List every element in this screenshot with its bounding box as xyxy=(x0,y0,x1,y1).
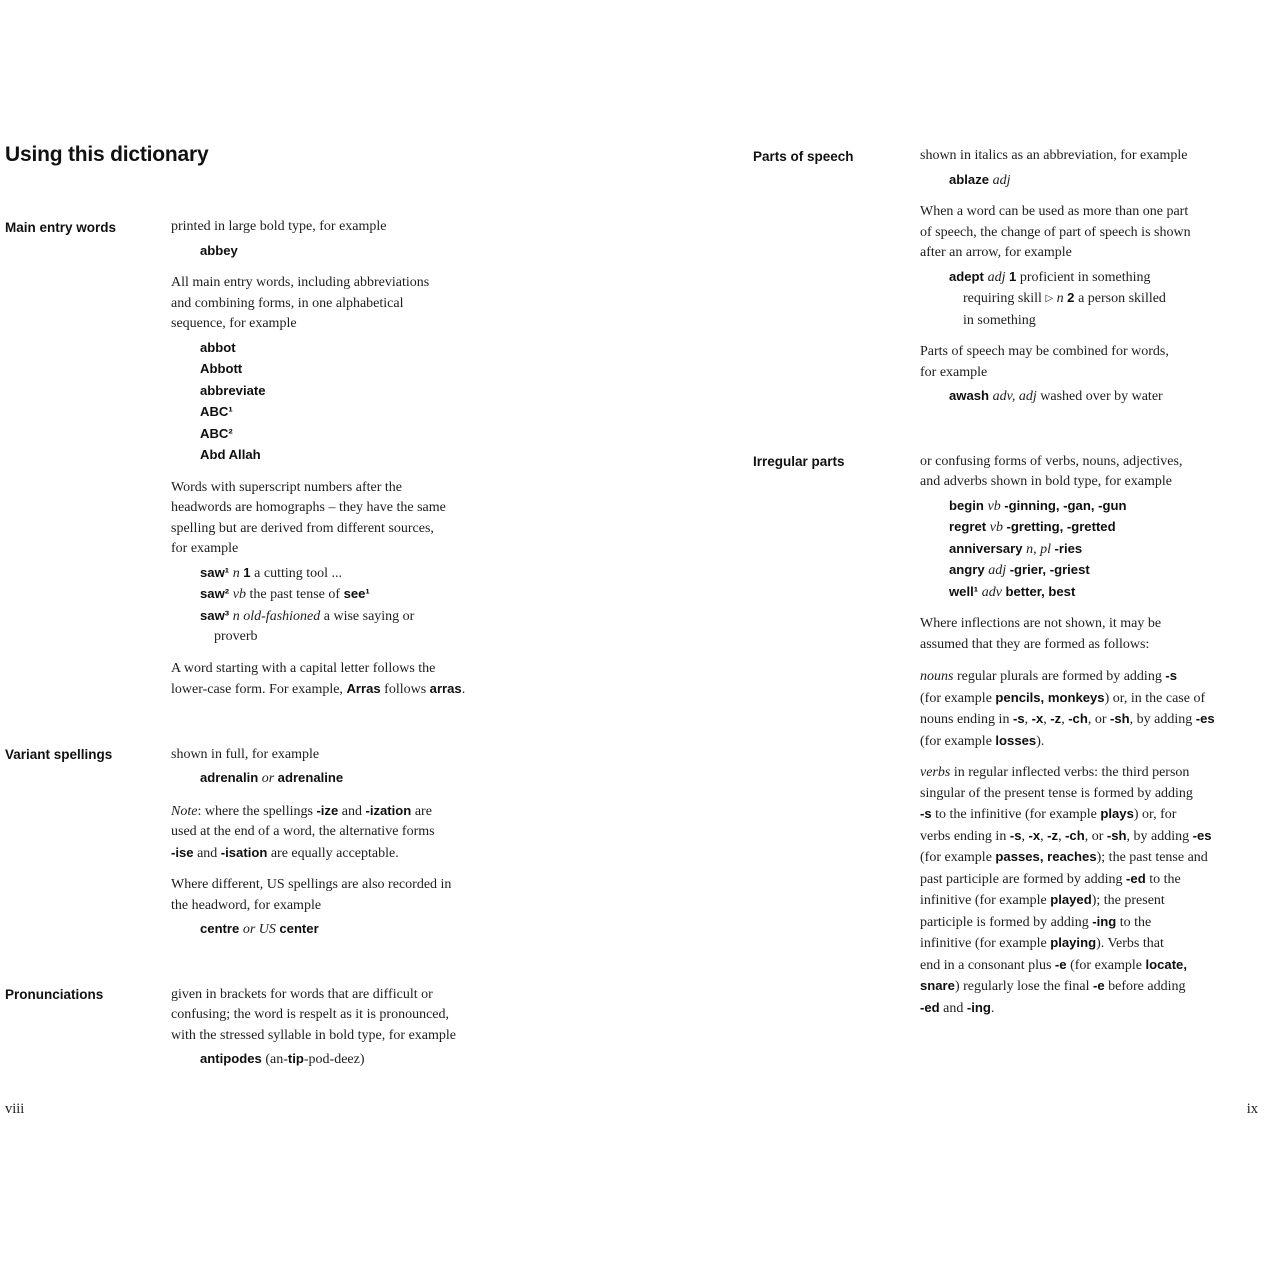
paragraph xyxy=(171,801,509,865)
text-line xyxy=(920,614,1265,635)
example-block xyxy=(171,563,509,648)
text-run: and combining forms, in one alphabetical xyxy=(171,295,404,311)
example-line xyxy=(949,288,1265,311)
section-body xyxy=(171,217,509,701)
example-line xyxy=(200,584,509,606)
text-line xyxy=(171,875,509,896)
bold-term: saw¹ xyxy=(200,564,233,580)
page-title: Using this dictionary xyxy=(5,143,209,166)
text-run: ). Verbs that xyxy=(1096,936,1164,951)
text-run: : where the spellings xyxy=(197,803,317,819)
bold-term: antipodes xyxy=(200,1051,262,1066)
text-line xyxy=(920,955,1265,977)
bold-term: -s xyxy=(920,806,932,821)
text-line xyxy=(920,976,1265,998)
bold-term: adept xyxy=(949,268,988,284)
text-line xyxy=(171,478,509,499)
page-left xyxy=(5,141,509,1071)
text-line xyxy=(920,452,1265,473)
page-number-right: ix xyxy=(1246,1101,1258,1117)
text-line xyxy=(171,659,509,680)
section-label: Irregular parts xyxy=(753,454,845,469)
italic-term: n old-fashioned xyxy=(232,608,324,624)
italic-term: adv, adj xyxy=(992,389,1041,404)
bold-term: ABC² xyxy=(200,425,233,441)
text-run: . xyxy=(461,682,466,697)
section xyxy=(5,985,509,1071)
text-line xyxy=(920,146,1265,167)
section-body xyxy=(171,985,509,1071)
bold-term: see¹ xyxy=(343,586,370,601)
bold-term: arras xyxy=(429,681,462,696)
text-run: , by adding xyxy=(1129,712,1196,727)
text-run: ). xyxy=(1036,733,1045,749)
page-right xyxy=(753,146,1265,1019)
section-label: Pronunciations xyxy=(5,987,104,1002)
page-number-left: viii xyxy=(5,1101,25,1117)
text-run: . xyxy=(990,1000,995,1016)
example-line xyxy=(200,241,509,263)
text-run: in something xyxy=(963,312,1036,328)
text-run: -pod-deez) xyxy=(303,1052,365,1067)
text-line xyxy=(171,294,509,315)
text-run: (for example xyxy=(1066,957,1146,973)
text-line xyxy=(920,804,1265,826)
italic-term: n, pl xyxy=(1026,541,1055,557)
text-run: , xyxy=(1021,828,1029,844)
example-line xyxy=(200,338,509,360)
section xyxy=(5,217,509,701)
bold-term: -ise xyxy=(171,844,194,860)
bold-term: anniversary xyxy=(949,540,1027,556)
bold-term: -x xyxy=(1031,711,1044,726)
text-run: past participle are formed by adding xyxy=(920,871,1127,887)
bold-term: played xyxy=(1050,892,1092,907)
example-line xyxy=(200,627,509,648)
text-run: the headword, for example xyxy=(171,897,322,913)
bold-term: -ch xyxy=(1068,711,1088,726)
paragraph xyxy=(920,452,1265,493)
text-run: Parts of speech may be combined for words, xyxy=(920,344,1169,359)
bold-term: center xyxy=(279,921,319,936)
paragraph xyxy=(920,614,1265,655)
example-line xyxy=(200,381,509,403)
text-line xyxy=(920,869,1265,891)
text-line xyxy=(171,896,509,917)
bold-term: abbot xyxy=(200,339,236,355)
text-run: A word starting with a capital letter follows the xyxy=(171,660,436,676)
bold-term: Arras xyxy=(346,681,381,696)
paragraph xyxy=(171,745,509,766)
section-body xyxy=(171,745,509,941)
bold-term: -z xyxy=(1047,827,1059,843)
section-label: Parts of speech xyxy=(753,148,854,164)
text-run: participle is formed by adding xyxy=(920,914,1093,930)
text-line xyxy=(171,1026,509,1047)
bold-term: -s xyxy=(1012,711,1025,726)
example-line xyxy=(200,919,509,941)
text-run: shown in full, for example xyxy=(171,746,320,762)
text-run: , or xyxy=(1087,712,1110,727)
text-run: end in a consonant plus xyxy=(920,957,1055,973)
text-run: requiring skill xyxy=(963,291,1046,306)
text-line xyxy=(920,912,1265,934)
bold-term: -es xyxy=(1192,827,1212,843)
text-line xyxy=(920,933,1265,955)
text-run: spelling but are derived from different sources, xyxy=(171,520,434,536)
text-line xyxy=(171,539,509,560)
bold-term: 2 xyxy=(1067,290,1079,305)
text-run: a person skilled xyxy=(1078,291,1166,306)
italic-term: vb xyxy=(987,498,1005,514)
text-run: used at the end of a word, the alternative forms xyxy=(171,824,435,839)
text-run: and xyxy=(338,803,366,819)
text-line xyxy=(171,1005,509,1026)
text-run: nouns ending in xyxy=(920,712,1013,727)
text-run: (an- xyxy=(261,1052,288,1067)
text-run: ) or, in the case of xyxy=(1104,690,1206,706)
text-run: , or xyxy=(1084,828,1107,844)
bold-term: regret xyxy=(949,519,990,534)
section-label: Variant spellings xyxy=(5,747,113,762)
bold-term: saw³ xyxy=(200,607,233,623)
bold-term: -es xyxy=(1195,711,1215,726)
text-line xyxy=(920,243,1265,264)
text-line xyxy=(920,731,1265,753)
italic-term: vb xyxy=(232,587,250,602)
text-run: in regular inflected verbs: the third person xyxy=(953,765,1190,780)
bold-term: begin xyxy=(949,497,988,513)
bold-term: locate, xyxy=(1145,956,1187,972)
italic-term: n xyxy=(232,565,244,581)
example-line xyxy=(949,170,1265,192)
example-block xyxy=(171,919,509,941)
example-line xyxy=(200,563,509,585)
text-line xyxy=(171,519,509,540)
text-run: , xyxy=(1040,828,1048,844)
text-run: (for example xyxy=(920,690,996,706)
text-line xyxy=(171,843,509,865)
text-run: assumed that they are formed as follows: xyxy=(920,636,1150,652)
bold-term: losses xyxy=(995,732,1037,748)
text-run: to the xyxy=(1116,914,1152,930)
example-line xyxy=(949,311,1265,332)
text-run: headwords are homographs – they have the same xyxy=(171,500,446,515)
bold-term: -ing xyxy=(966,999,991,1015)
example-block xyxy=(171,241,509,263)
text-line xyxy=(171,985,509,1006)
bold-term: -gretting, -gretted xyxy=(1006,519,1116,534)
text-run: a wise saying or xyxy=(323,608,415,624)
text-run: the past tense of xyxy=(249,587,344,602)
paragraph xyxy=(920,146,1265,167)
text-run: infinitive (for example xyxy=(920,936,1051,951)
text-run: before adding xyxy=(1104,979,1186,994)
bold-term: -s xyxy=(1009,827,1022,843)
text-run: lower-case form. For example, xyxy=(171,682,347,697)
text-run: Where different, US spellings are also recorded in xyxy=(171,877,452,892)
text-run: Where inflections are not shown, it may be xyxy=(920,616,1162,631)
paragraph xyxy=(920,202,1265,264)
bold-term: -sh xyxy=(1110,711,1130,726)
paragraph xyxy=(171,659,509,701)
text-run: ) regularly lose the final xyxy=(954,979,1093,994)
bold-term: adrenaline xyxy=(277,770,344,785)
bold-term: plays xyxy=(1100,806,1134,821)
text-line xyxy=(171,745,509,766)
example-block xyxy=(171,768,509,790)
text-run: regular plurals are formed by adding xyxy=(956,669,1166,684)
italic-term: Note xyxy=(171,803,198,819)
text-run: for example xyxy=(920,364,988,380)
bold-term: passes, reaches xyxy=(995,849,1097,864)
text-run: (for example xyxy=(920,850,996,865)
section-body xyxy=(920,146,1265,408)
bold-term: -isation xyxy=(220,844,268,860)
text-line xyxy=(920,826,1265,848)
text-line xyxy=(171,273,509,294)
text-line xyxy=(171,822,509,843)
text-run: All main entry words, including abbreviations xyxy=(171,275,430,290)
example-block xyxy=(920,386,1265,408)
bold-term: well¹ xyxy=(949,583,982,599)
text-run: of speech, the change of part of speech is shown xyxy=(920,224,1191,240)
section-label: Main entry words xyxy=(5,219,117,235)
bold-term: pencils, monkeys xyxy=(995,689,1105,705)
italic-term: adv xyxy=(981,584,1006,600)
example-block xyxy=(171,338,509,467)
text-run: ); the present xyxy=(1091,893,1165,908)
bold-term: tip xyxy=(287,1051,304,1066)
text-run: a cutting tool ... xyxy=(254,565,343,581)
bold-term: -z xyxy=(1050,711,1062,726)
bold-term: abbreviate xyxy=(200,382,266,398)
text-run: , xyxy=(1058,828,1066,844)
text-run: to the xyxy=(1145,871,1181,887)
example-line xyxy=(949,496,1265,518)
bold-term: -ization xyxy=(365,802,412,818)
text-run: and adverbs shown in bold type, for example xyxy=(920,474,1172,489)
paragraph xyxy=(171,273,509,335)
text-line xyxy=(920,784,1265,805)
paragraph xyxy=(920,666,1265,752)
text-line xyxy=(920,202,1265,223)
bold-term: -ginning, -gan, -gun xyxy=(1004,497,1127,513)
italic-term: or US xyxy=(239,922,280,937)
example-line xyxy=(949,539,1265,561)
bold-term: -e xyxy=(1092,978,1105,993)
section xyxy=(5,745,509,941)
text-run: are xyxy=(411,803,432,819)
example-line xyxy=(200,1049,509,1071)
example-block xyxy=(920,496,1265,604)
text-run: , xyxy=(1043,712,1051,727)
text-run: , xyxy=(1061,712,1069,727)
section xyxy=(753,146,1265,408)
paragraph xyxy=(171,478,509,560)
text-line xyxy=(171,498,509,519)
text-run: Words with superscript numbers after the xyxy=(171,479,402,495)
text-run: (for example xyxy=(920,733,996,749)
text-run: are equally acceptable. xyxy=(267,845,399,861)
text-run: and xyxy=(193,845,221,861)
text-run: infinitive (for example xyxy=(920,893,1051,908)
example-line xyxy=(200,606,509,628)
bold-term: -ed xyxy=(1126,870,1146,886)
bold-term: -sh xyxy=(1106,827,1127,843)
text-run: shown in italics as an abbreviation, for example xyxy=(920,148,1188,163)
bold-term: -ries xyxy=(1054,540,1083,556)
italic-term: adj xyxy=(988,563,1010,578)
bold-term: -ing xyxy=(1092,913,1117,929)
text-line xyxy=(171,679,509,701)
text-line xyxy=(171,217,509,238)
text-line xyxy=(920,223,1265,244)
right-sections xyxy=(753,146,1265,1019)
left-sections xyxy=(5,217,509,1071)
bold-term: playing xyxy=(1050,935,1097,950)
text-run: and xyxy=(939,1000,967,1016)
bold-term: -s xyxy=(1165,668,1177,683)
bold-term: saw² xyxy=(200,586,233,601)
example-line xyxy=(200,402,509,424)
bold-term: -e xyxy=(1054,956,1067,972)
text-run: to the infinitive (for example xyxy=(931,807,1101,822)
example-line xyxy=(200,359,509,381)
text-line xyxy=(920,763,1265,784)
text-run: singular of the present tense is formed by adding xyxy=(920,785,1193,801)
text-run: for example xyxy=(171,541,239,556)
bold-term: angry xyxy=(949,562,989,577)
text-line xyxy=(920,709,1265,731)
text-run: , by adding xyxy=(1126,828,1193,844)
bold-term: abbey xyxy=(200,242,238,258)
bold-term: Abd Allah xyxy=(200,447,261,462)
text-line xyxy=(171,801,509,823)
text-run: proficient in something xyxy=(1019,269,1151,285)
example-line xyxy=(200,445,509,467)
text-run: after an arrow, for example xyxy=(920,245,1072,260)
text-line xyxy=(920,666,1265,688)
italic-term: nouns xyxy=(920,669,957,684)
text-line xyxy=(920,363,1265,384)
example-block xyxy=(920,170,1265,192)
example-line xyxy=(200,424,509,446)
example-block xyxy=(171,1049,509,1071)
text-run: verbs ending in xyxy=(920,828,1010,844)
text-line xyxy=(920,688,1265,710)
example-line xyxy=(200,768,509,790)
paragraph xyxy=(920,342,1265,383)
paragraph xyxy=(171,875,509,916)
bold-term: -ed xyxy=(920,999,940,1015)
text-line xyxy=(920,890,1265,912)
bold-term: -ch xyxy=(1065,827,1085,843)
text-run: sequence, for example xyxy=(171,316,297,331)
bold-term: ablaze xyxy=(949,171,993,187)
example-line xyxy=(949,582,1265,604)
paragraph xyxy=(171,985,509,1047)
paragraph xyxy=(920,763,1265,1019)
example-line xyxy=(949,560,1265,582)
text-run: or confusing forms of verbs, nouns, adjectives, xyxy=(920,453,1183,469)
example-line xyxy=(949,386,1265,408)
text-run: with the stressed syllable in bold type, for example xyxy=(171,1027,456,1043)
text-line xyxy=(171,314,509,335)
text-line xyxy=(920,847,1265,869)
text-run: follows xyxy=(380,682,430,697)
example-line xyxy=(949,267,1265,289)
text-run: printed in large bold type, for example xyxy=(171,219,387,234)
italic-term: verbs xyxy=(920,765,954,780)
italic-term: adj xyxy=(992,172,1011,188)
italic-term: vb xyxy=(989,520,1007,535)
bold-term: adrenalin xyxy=(200,770,259,785)
example-line xyxy=(949,517,1265,539)
section xyxy=(753,452,1265,1020)
bold-term: -x xyxy=(1028,827,1041,843)
paragraph xyxy=(171,217,509,238)
italic-term: adj xyxy=(987,269,1009,285)
bold-term: Abbott xyxy=(200,361,243,376)
text-run: proverb xyxy=(214,629,258,644)
arrow-glyph: ▷ xyxy=(1045,293,1054,304)
text-run: given in brackets for words that are difficult or xyxy=(171,986,433,1002)
text-run: confusing; the word is respelt as it is pronounced, xyxy=(171,1007,450,1022)
text-line xyxy=(920,635,1265,656)
bold-term: awash xyxy=(949,388,993,403)
example-block xyxy=(920,267,1265,332)
text-run: When a word can be used as more than one part xyxy=(920,204,1189,219)
text-run: ) or, for xyxy=(1133,807,1177,822)
bold-term: snare xyxy=(920,978,955,993)
bold-term: -grier, -griest xyxy=(1009,562,1090,577)
bold-term: -ize xyxy=(316,802,339,818)
text-line xyxy=(920,342,1265,363)
text-line xyxy=(920,998,1265,1020)
text-run: , xyxy=(1024,712,1032,727)
bold-term: ABC¹ xyxy=(200,404,233,419)
bold-term: 1 xyxy=(243,564,255,580)
italic-term: n xyxy=(1053,291,1068,306)
bold-term: 1 xyxy=(1008,268,1020,284)
text-line xyxy=(920,472,1265,493)
bold-term: centre xyxy=(200,921,240,936)
text-run: washed over by water xyxy=(1040,389,1163,404)
section-body xyxy=(920,452,1265,1020)
italic-term: or xyxy=(258,771,278,786)
bold-term: better, best xyxy=(1005,583,1076,599)
text-run: ); the past tense and xyxy=(1096,850,1208,865)
